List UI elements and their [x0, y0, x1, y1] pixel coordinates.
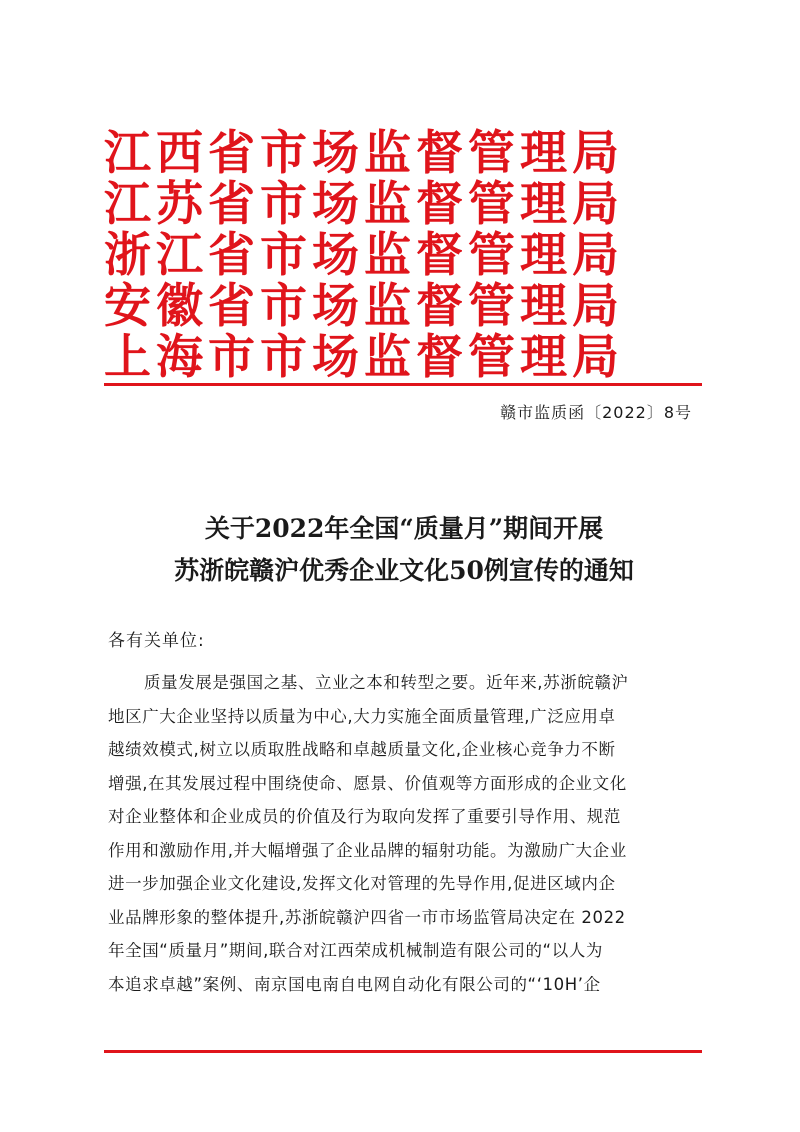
body-line: 地区广大企业坚持以质量为中心,大力实施全面质量管理,广泛应用卓	[108, 706, 616, 726]
issuer-jiangxi: 江西省市场监督管理局	[104, 128, 624, 179]
salutation: 各有关单位:	[108, 631, 205, 651]
issuer-anhui: 安徽省市场监督管理局	[104, 281, 624, 332]
body-line: 业品牌形象的整体提升,苏浙皖赣沪四省一市市场监管局决定在 2022	[108, 907, 626, 927]
body-line: 质量发展是强国之基、立业之本和转型之要。近年来,苏浙皖赣沪	[144, 673, 629, 692]
issuer-jiangsu: 江苏省市场监督管理局	[104, 179, 624, 230]
body-line: 增强,在其发展过程中围绕使命、愿景、价值观等方面形成的企业文化	[108, 773, 627, 793]
body-line: 对企业整体和企业成员的价值及行为取向发挥了重要引导作用、规范	[108, 807, 621, 826]
body-line: 年全国“质量月”期间,联合对江西荣成机械制造有限公司的“以人为	[108, 941, 603, 960]
body-line: 本追求卓越”案例、南京国电南自电网自动化有限公司的“‘10H’企	[108, 974, 601, 994]
body-line: 进一步加强企业文化建设,发挥文化对管理的先导作用,促进区域内企	[108, 874, 616, 893]
body-line: 作用和激励作用,并大幅增强了企业品牌的辐射功能。为激励广大企业	[108, 840, 627, 860]
title-line-2: 苏浙皖赣沪优秀企业文化50例宣传的通知	[174, 556, 634, 585]
document-number: 赣市监质函〔2022〕8号	[500, 403, 692, 422]
issuer-shanghai: 上海市市场监督管理局	[104, 332, 624, 383]
body-paragraph	[108, 666, 700, 1001]
issuer-zhejiang: 浙江省市场监督管理局	[104, 230, 624, 281]
footer-divider	[104, 1050, 702, 1053]
header-divider	[104, 383, 702, 386]
body-line: 越绩效模式,树立以质取胜战略和卓越质量文化,企业核心竞争力不断	[108, 740, 616, 759]
document-title	[104, 508, 704, 592]
title-line-1: 关于2022年全国“质量月”期间开展	[204, 514, 604, 543]
issuer-header	[104, 128, 704, 383]
